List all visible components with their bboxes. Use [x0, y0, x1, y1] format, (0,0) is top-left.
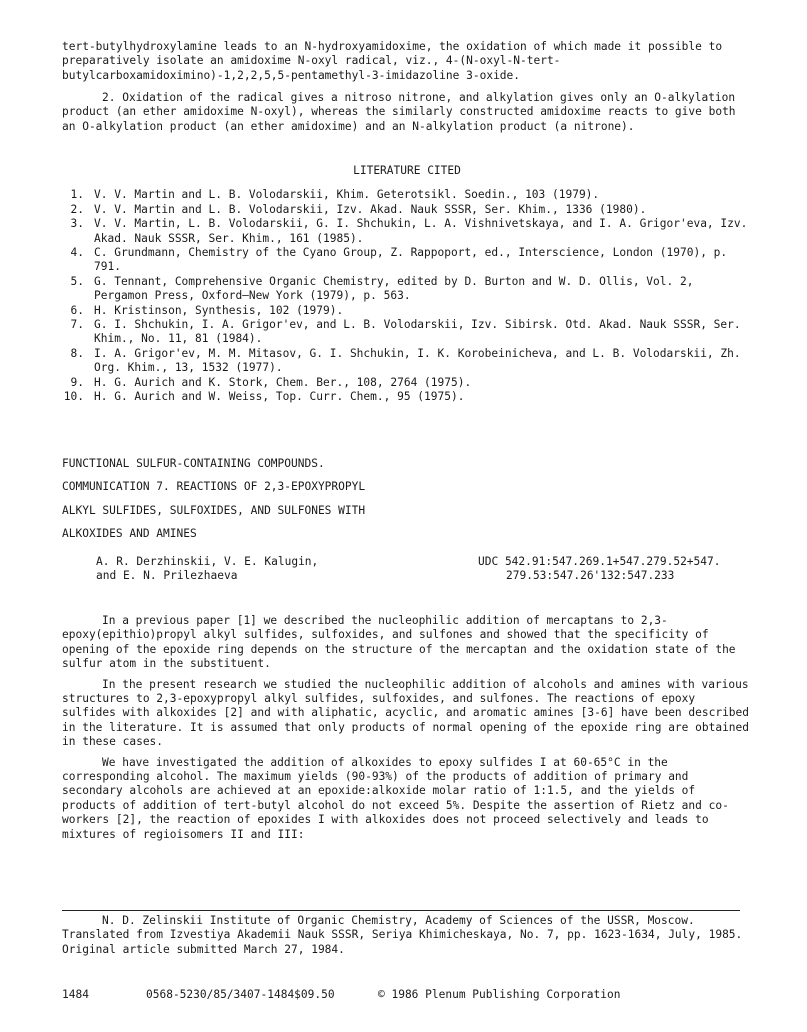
reference-number: 6. — [70, 303, 84, 317]
copyright-notice: © 1986 Plenum Publishing Corporation — [378, 988, 621, 1001]
author-line: A. R. Derzhinskii, V. E. Kalugin, — [96, 555, 319, 568]
reference-text: V. V. Martin, L. B. Volodarskii, G. I. Shchukin, L. A. Vishnivetskaya, and I. A. Grigor'eva, Izv. Akad. Nauk SSSR, Ser. Khim., 161 (1985). — [94, 217, 748, 245]
body-paragraph: In the present research we studied the nucleophilic addition of alcohols and amines with various structures to 2,3-epoxypropyl alkyl sulfides, sulfoxides, and sulfones. The reactions of epoxy sulfides with alkoxides [2] and with aliphatic, acyclic, and aromatic amines [3-6] have been described in the literature. It is assumed that only products of normal opening of the epoxide ring are obtained in these cases. — [62, 677, 756, 749]
article-title-line: COMMUNICATION 7. REACTIONS OF 2,3-EPOXYPROPYL — [62, 480, 366, 494]
reference-number: 2. — [70, 202, 84, 216]
author-list — [96, 555, 426, 584]
udc-classification — [478, 555, 748, 584]
reference-number: 10. — [63, 390, 84, 404]
footnote-divider — [62, 910, 740, 911]
intro-continuation-paragraph: tert-butylhydroxylamine leads to an N-hydroxyamidoxime, the oxidation of which made it possible to preparatively isolate an amidoxime N-oxyl radical, viz., 4-(N-oxyl-N-tert-butylcarboxamidoximino)-1,2,2,5,5-pentamethyl-3-imidazoline 3-oxide. — [62, 40, 729, 82]
reference-number: 8. — [70, 346, 84, 360]
reference-text: V. V. Martin and L. B. Volodarskii, Izv. Akad. Nauk SSSR, Ser. Khim., 1336 (1980). — [94, 202, 647, 216]
reference-item — [62, 318, 752, 347]
article-title-line: FUNCTIONAL SULFUR-CONTAINING COMPOUNDS. — [62, 457, 325, 470]
udc-line: 279.53:547.26'132:547.233 — [506, 569, 675, 583]
reference-list — [62, 188, 752, 404]
literature-heading: LITERATURE CITED — [353, 164, 461, 177]
reference-text: H. Kristinson, Synthesis, 102 (1979). — [94, 303, 344, 317]
body-paragraph: In a previous paper [1] we described the nucleophilic addition of mercaptans to 2,3-epoxy(epithio)propyl alkyl sulfides, sulfoxides, and sulfones and showed that the specificity of opening of the epoxide ring depends on the structure of the mercaptan and the oxidation state of the sulfur atom in the substituent. — [62, 614, 743, 671]
reference-number: 9. — [70, 375, 84, 389]
reference-text: V. V. Martin and L. B. Volodarskii, Khim. Geterotsikl. Soedin., 103 (1979). — [94, 188, 600, 202]
article-title-line: ALKYL SULFIDES, SULFOXIDES, AND SULFONES WITH — [62, 503, 366, 517]
reference-text: H. G. Aurich and W. Weiss, Top. Curr. Chem., 95 (1975). — [94, 390, 465, 404]
body-paragraph: We have investigated the addition of alkoxides to epoxy sulfides I at 60-65°C in the corresponding alcohol. The maximum yields (90-93%) of the products of addition of primary and secondary alcohols are achieved at an epoxide:alkoxide molar ratio of 1:1.5, and the yields of products of addition of tert-butyl alcohol do not exceed 5%. Despite the assertion of Rietz and co-workers [2], the reaction of epoxides I with alkoxides does not proceed selectively and leads to mixtures of regioisomers II and III: — [62, 755, 729, 841]
reference-number: 7. — [70, 318, 84, 332]
reference-item — [62, 347, 752, 376]
page-number: 1484 — [62, 988, 89, 1001]
conclusion-block — [62, 91, 752, 134]
reference-item — [62, 304, 752, 318]
footnote-text: N. D. Zelinskii Institute of Organic Chemistry, Academy of Sciences of the USSR, Moscow. Translated from Izvestiya Akademii Nauk SSSR, Seriya Khimicheskaya, No. 7, pp. 1623-1634, July, 1985. Original article submitted March 27, 1984. — [62, 914, 750, 956]
reference-text: H. G. Aurich and K. Stork, Chem. Ber., 108, 2764 (1975). — [94, 375, 472, 389]
reference-number: 3. — [70, 217, 84, 231]
reference-item — [62, 188, 752, 202]
reference-number: 5. — [70, 274, 84, 288]
udc-line: UDC 542.91:547.269.1+547.279.52+547. — [478, 555, 721, 568]
reference-number: 1. — [70, 188, 84, 202]
reference-text: G. I. Shchukin, I. A. Grigor'ev, and L. B. Volodarskii, Izv. Sibirsk. Otd. Akad. Nauk SSSR, Ser. Khim., No. 11, 81 (1984). — [94, 318, 741, 346]
footnote-block — [62, 914, 752, 957]
article-code: 0568-5230/85/3407-1484$09.50 — [146, 988, 335, 1001]
conclusion-paragraph-2: 2. Oxidation of the radical gives a nitroso nitrone, and alkylation gives only an O-alkylation product (an ether amidoxime N-oxyl), whereas the similarly constructed amidoxime reacts to give both an O-alkylation product (an ether amidoxime) and an N-alkylation product (a nitrone). — [62, 91, 743, 133]
body-text — [62, 614, 756, 842]
reference-item — [62, 203, 752, 217]
reference-item — [62, 246, 752, 275]
reference-text: I. A. Grigor'ev, M. M. Mitasov, G. I. Shchukin, I. K. Korobeinicheva, and L. B. Volodarskii, Zh. Org. Khim., 13, 1532 (1977). — [94, 346, 741, 375]
article-title-line: ALKOXIDES AND AMINES — [62, 527, 197, 541]
reference-text: G. Tennant, Comprehensive Organic Chemistry, edited by D. Burton and W. D. Ollis, Vol. 2, Pergamon Press, Oxford—New York (1979), p. 563. — [94, 274, 694, 303]
reference-item — [62, 390, 752, 404]
reference-item — [62, 376, 752, 390]
reference-item — [62, 217, 752, 246]
reference-number: 4. — [70, 246, 84, 260]
author-line: and E. N. Prilezhaeva — [96, 569, 238, 583]
reference-text: C. Grundmann, Chemistry of the Cyano Group, Z. Rappoport, ed., Interscience, London (1970), p. 791. — [94, 246, 728, 274]
article-title — [62, 457, 752, 542]
intro-continuation-block — [62, 40, 752, 83]
reference-item — [62, 275, 752, 304]
literature-section — [62, 164, 752, 405]
